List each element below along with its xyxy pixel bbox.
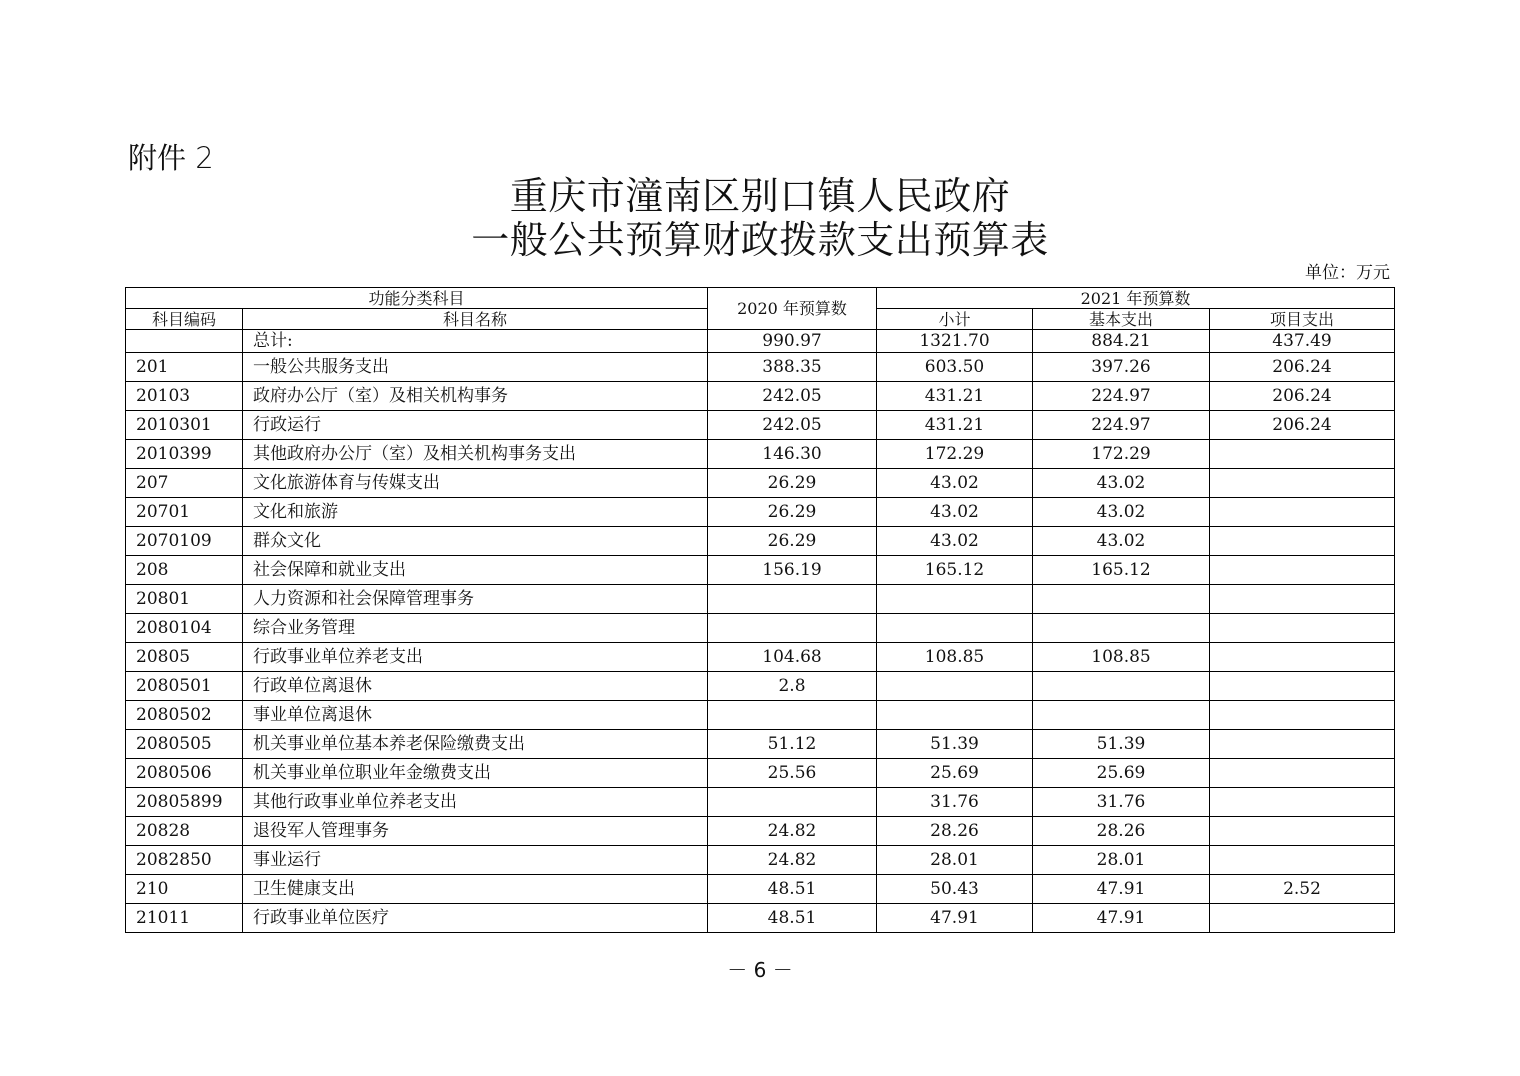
cell-project: [1210, 730, 1395, 759]
cell-subtotal: 431.21: [877, 411, 1033, 440]
cell-project: [1210, 672, 1395, 701]
cell-code: 20701: [126, 498, 243, 527]
cell-basic: 108.85: [1033, 643, 1210, 672]
cell-code: 207: [126, 469, 243, 498]
table-row: [126, 556, 1395, 585]
cell-code: 20801: [126, 585, 243, 614]
document-title-line1: 重庆市潼南区别口镇人民政府: [509, 174, 1011, 218]
cell-code: 2010399: [126, 440, 243, 469]
cell-name: 其他政府办公厅（室）及相关机构事务支出: [243, 440, 708, 469]
cell-name: 文化旅游体育与传媒支出: [243, 469, 708, 498]
cell-budget-2020: 242.05: [708, 411, 877, 440]
cell-basic: 51.39: [1033, 730, 1210, 759]
cell-subtotal: 603.50: [877, 353, 1033, 382]
cell-code: 20828: [126, 817, 243, 846]
cell-name: 综合业务管理: [243, 614, 708, 643]
cell-subtotal: 43.02: [877, 527, 1033, 556]
cell-name: 卫生健康支出: [243, 875, 708, 904]
cell-budget-2020: [708, 585, 877, 614]
table-row: [126, 846, 1395, 875]
cell-project: [1210, 527, 1395, 556]
cell-subtotal: [877, 701, 1033, 730]
cell-name: 一般公共服务支出: [243, 353, 708, 382]
cell-subtotal: 51.39: [877, 730, 1033, 759]
header-code: 科目编码: [126, 309, 243, 330]
document-title-line2: 一般公共预算财政拨款支出预算表: [471, 218, 1049, 262]
cell-basic: 43.02: [1033, 527, 1210, 556]
table-row: [126, 759, 1395, 788]
cell-basic: 43.02: [1033, 469, 1210, 498]
cell-subtotal: 43.02: [877, 498, 1033, 527]
cell-code: 2080506: [126, 759, 243, 788]
cell-code: 2070109: [126, 527, 243, 556]
cell-basic: [1033, 614, 1210, 643]
cell-code: 2080501: [126, 672, 243, 701]
cell-code: 20805: [126, 643, 243, 672]
cell-project: [1210, 817, 1395, 846]
cell-project: [1210, 759, 1395, 788]
cell-subtotal: 431.21: [877, 382, 1033, 411]
cell-subtotal: 28.01: [877, 846, 1033, 875]
cell-project: 206.24: [1210, 382, 1395, 411]
cell-basic: 28.26: [1033, 817, 1210, 846]
table-row: [126, 469, 1395, 498]
cell-project: [1210, 585, 1395, 614]
cell-name: 社会保障和就业支出: [243, 556, 708, 585]
total-2020: 990.97: [708, 330, 877, 353]
cell-subtotal: 172.29: [877, 440, 1033, 469]
cell-basic: 47.91: [1033, 904, 1210, 933]
cell-basic: 172.29: [1033, 440, 1210, 469]
cell-name: 其他行政事业单位养老支出: [243, 788, 708, 817]
header-project: 项目支出: [1210, 309, 1395, 330]
total-label: 总计:: [243, 330, 708, 353]
cell-project: [1210, 701, 1395, 730]
cell-project: 206.24: [1210, 353, 1395, 382]
cell-subtotal: 47.91: [877, 904, 1033, 933]
cell-code: 2080505: [126, 730, 243, 759]
cell-name: 文化和旅游: [243, 498, 708, 527]
cell-code: 208: [126, 556, 243, 585]
table-row: [126, 904, 1395, 933]
cell-name: 退役军人管理事务: [243, 817, 708, 846]
cell-code: 210: [126, 875, 243, 904]
cell-project: [1210, 846, 1395, 875]
unit-label: 单位：万元: [1305, 263, 1390, 283]
table-row: [126, 788, 1395, 817]
cell-subtotal: 31.76: [877, 788, 1033, 817]
cell-project: [1210, 643, 1395, 672]
table-row: [126, 382, 1395, 411]
cell-budget-2020: 2.8: [708, 672, 877, 701]
cell-budget-2020: 242.05: [708, 382, 877, 411]
cell-budget-2020: [708, 788, 877, 817]
cell-basic: 224.97: [1033, 411, 1210, 440]
cell-budget-2020: 26.29: [708, 498, 877, 527]
table-row: [126, 440, 1395, 469]
cell-project: [1210, 469, 1395, 498]
cell-basic: 47.91: [1033, 875, 1210, 904]
cell-budget-2020: 388.35: [708, 353, 877, 382]
cell-subtotal: [877, 585, 1033, 614]
table-row: [126, 817, 1395, 846]
table-row: [126, 614, 1395, 643]
header-subtotal: 小计: [877, 309, 1033, 330]
cell-basic: 165.12: [1033, 556, 1210, 585]
cell-subtotal: 50.43: [877, 875, 1033, 904]
table-row: [126, 875, 1395, 904]
table-row: [126, 411, 1395, 440]
cell-code: 201: [126, 353, 243, 382]
table-row: [126, 730, 1395, 759]
cell-basic: [1033, 585, 1210, 614]
total-row: [126, 330, 1395, 353]
budget-table: [125, 287, 1395, 933]
cell-name: 事业单位离退休: [243, 701, 708, 730]
cell-budget-2020: 48.51: [708, 875, 877, 904]
table-row: [126, 672, 1395, 701]
header-row-1: [126, 288, 1395, 309]
attachment-label: 附件 2: [128, 141, 214, 175]
cell-code: 2082850: [126, 846, 243, 875]
table-row: [126, 585, 1395, 614]
cell-name: 群众文化: [243, 527, 708, 556]
cell-subtotal: 25.69: [877, 759, 1033, 788]
cell-subtotal: 108.85: [877, 643, 1033, 672]
cell-budget-2020: 25.56: [708, 759, 877, 788]
cell-project: [1210, 440, 1395, 469]
cell-name: 行政事业单位医疗: [243, 904, 708, 933]
cell-budget-2020: 26.29: [708, 527, 877, 556]
header-basic: 基本支出: [1033, 309, 1210, 330]
cell-budget-2020: 104.68: [708, 643, 877, 672]
total-subtotal: 1321.70: [877, 330, 1033, 353]
cell-subtotal: 165.12: [877, 556, 1033, 585]
cell-code: 21011: [126, 904, 243, 933]
cell-basic: 43.02: [1033, 498, 1210, 527]
cell-name: 行政单位离退休: [243, 672, 708, 701]
cell-basic: 25.69: [1033, 759, 1210, 788]
cell-basic: 31.76: [1033, 788, 1210, 817]
cell-subtotal: 28.26: [877, 817, 1033, 846]
cell-project: 2.52: [1210, 875, 1395, 904]
cell-name: 行政运行: [243, 411, 708, 440]
cell-budget-2020: [708, 614, 877, 643]
cell-subtotal: [877, 672, 1033, 701]
cell-project: [1210, 614, 1395, 643]
page-number: － 6 －: [727, 958, 793, 982]
total-basic: 884.21: [1033, 330, 1210, 353]
cell-name: 机关事业单位职业年金缴费支出: [243, 759, 708, 788]
cell-budget-2020: 51.12: [708, 730, 877, 759]
cell-subtotal: 43.02: [877, 469, 1033, 498]
cell-project: 206.24: [1210, 411, 1395, 440]
cell-basic: 28.01: [1033, 846, 1210, 875]
cell-name: 人力资源和社会保障管理事务: [243, 585, 708, 614]
cell-basic: 224.97: [1033, 382, 1210, 411]
cell-project: [1210, 556, 1395, 585]
cell-budget-2020: 24.82: [708, 846, 877, 875]
total-project: 437.49: [1210, 330, 1395, 353]
cell-code: 20103: [126, 382, 243, 411]
cell-subtotal: [877, 614, 1033, 643]
cell-basic: [1033, 701, 1210, 730]
cell-project: [1210, 788, 1395, 817]
table-row: [126, 643, 1395, 672]
cell-budget-2020: 48.51: [708, 904, 877, 933]
cell-code: 20805899: [126, 788, 243, 817]
cell-name: 行政事业单位养老支出: [243, 643, 708, 672]
table-row: [126, 701, 1395, 730]
cell-name: 政府办公厅（室）及相关机构事务: [243, 382, 708, 411]
cell-budget-2020: 26.29: [708, 469, 877, 498]
cell-project: [1210, 904, 1395, 933]
cell-code: 2080104: [126, 614, 243, 643]
table-row: [126, 498, 1395, 527]
cell-budget-2020: 156.19: [708, 556, 877, 585]
cell-project: [1210, 498, 1395, 527]
cell-name: 机关事业单位基本养老保险缴费支出: [243, 730, 708, 759]
cell-budget-2020: 146.30: [708, 440, 877, 469]
header-budget-2020: 2020 年预算数: [708, 288, 877, 330]
cell-basic: [1033, 672, 1210, 701]
cell-basic: 397.26: [1033, 353, 1210, 382]
cell-name: 事业运行: [243, 846, 708, 875]
cell-code: 2080502: [126, 701, 243, 730]
cell-code: 2010301: [126, 411, 243, 440]
header-name: 科目名称: [243, 309, 708, 330]
total-code: [126, 330, 243, 353]
header-function-category: 功能分类科目: [126, 288, 708, 309]
header-budget-2021: 2021 年预算数: [877, 288, 1395, 309]
cell-budget-2020: [708, 701, 877, 730]
table-row: [126, 527, 1395, 556]
table-row: [126, 353, 1395, 382]
cell-budget-2020: 24.82: [708, 817, 877, 846]
